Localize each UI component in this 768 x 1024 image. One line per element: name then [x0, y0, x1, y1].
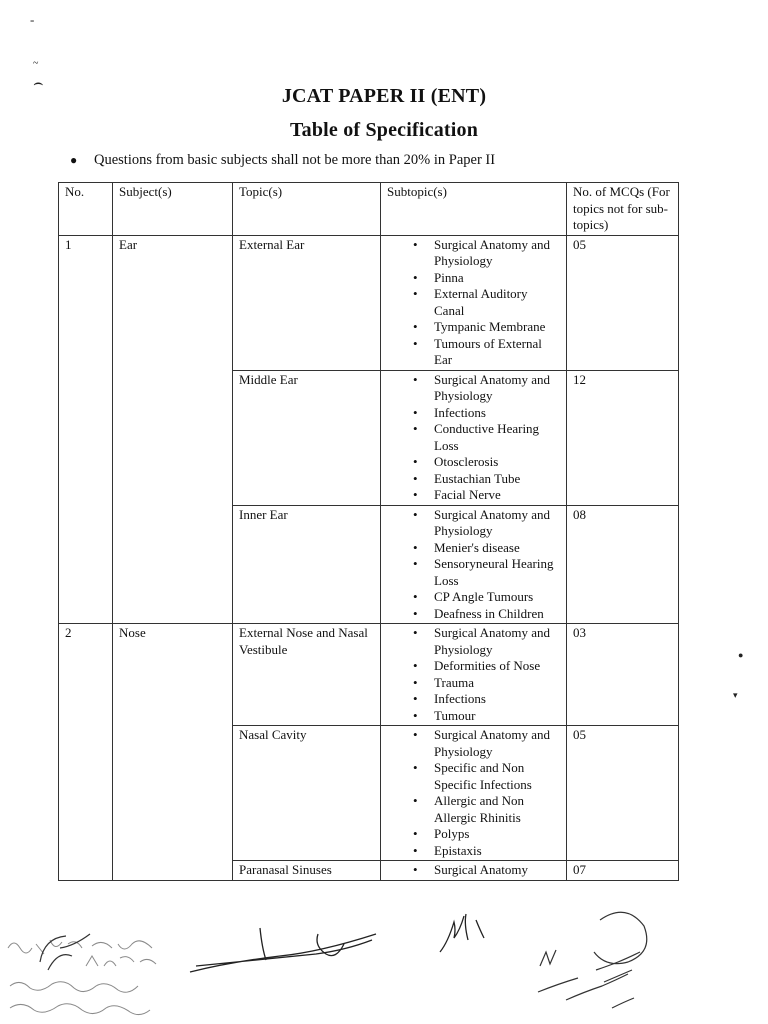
cell-topic: Middle Ear [233, 370, 381, 505]
bullet-icon: ● [70, 153, 78, 167]
scan-speck: ● [738, 650, 744, 660]
cell-subtopics [381, 505, 567, 624]
cell-topic: Paranasal Sinuses [233, 861, 381, 881]
cell-mcqs: 08 [567, 505, 679, 624]
subtopic-item: • External Auditory Canal [413, 286, 560, 319]
subtopic-item: • Allergic and Non Allergic Rhinitis [413, 793, 560, 826]
subtopic-item: • Otosclerosis [413, 454, 560, 471]
subtopic-item: • Pinna [413, 270, 560, 287]
cell-mcqs: 12 [567, 370, 679, 505]
table-row [59, 235, 679, 370]
cell-mcqs: 05 [567, 726, 679, 861]
scan-speck: ⌢ [33, 75, 44, 92]
subtopic-item: • Menier's disease [413, 540, 560, 557]
col-header-topic: Topic(s) [233, 183, 381, 236]
col-header-subject: Subject(s) [113, 183, 233, 236]
subtopic-item: • Surgical Anatomy and Physiology [413, 625, 560, 658]
stamp-right [538, 912, 647, 1008]
subtopic-item: • Surgical Anatomy and Physiology [413, 507, 560, 540]
table-header-row [59, 183, 679, 236]
subtopic-item: • Tumour [413, 708, 560, 725]
signature-center [190, 928, 376, 972]
note [70, 152, 495, 169]
signature-left [40, 934, 90, 970]
subtopic-item: • Trauma [413, 675, 560, 692]
subtopic-item: • Sensoryneural Hearing Loss [413, 556, 560, 589]
cell-topic: External Nose and Nasal Vestibule [233, 624, 381, 726]
subtopic-item: • Infections [413, 405, 560, 422]
subtopic-item: • Epistaxis [413, 843, 560, 860]
cell-topic: Inner Ear [233, 505, 381, 624]
signature-initials [440, 914, 484, 952]
signatures-area [0, 900, 768, 1024]
subtopic-item: • Conductive Hearing Loss [413, 421, 560, 454]
note-text: Questions from basic subjects shall not be more than 20% in Paper II [94, 152, 496, 168]
subtopic-item: • Specific and Non Specific Infections [413, 760, 560, 793]
col-header-subtopic: Subtopic(s) [381, 183, 567, 236]
cell-topic: External Ear [233, 235, 381, 370]
cell-subject: Ear [113, 235, 233, 624]
document-title: JCAT PAPER II (ENT) [281, 85, 487, 107]
scan-speck: - [30, 12, 35, 27]
cell-mcqs: 05 [567, 235, 679, 370]
cell-subject: Nose [113, 624, 233, 881]
col-header-mcqs: No. of MCQs (For topics not for sub-topics) [567, 183, 679, 236]
cell-subtopics [381, 624, 567, 726]
subtopic-item: • Tumours of External Ear [413, 336, 560, 369]
subtopic-item: • Surgical Anatomy [413, 862, 560, 879]
subtopic-item: • Surgical Anatomy and Physiology [413, 727, 560, 760]
cell-subtopics [381, 726, 567, 861]
cell-no: 1 [59, 235, 113, 624]
subtopic-item: • Polyps [413, 826, 560, 843]
cell-no: 2 [59, 624, 113, 881]
cell-mcqs: 07 [567, 861, 679, 881]
cell-subtopics [381, 235, 567, 370]
subtopic-item: • Surgical Anatomy and Physiology [413, 372, 560, 405]
scan-speck: ~ [33, 58, 39, 69]
subtopic-item: • Eustachian Tube [413, 471, 560, 488]
subtopic-item: • Infections [413, 691, 560, 708]
cell-subtopics [381, 370, 567, 505]
table-row [59, 624, 679, 726]
cell-subtopics [381, 861, 567, 881]
col-header-no: No. [59, 183, 113, 236]
subtopic-item: • Deformities of Nose [413, 658, 560, 675]
subtopic-item: • Facial Nerve [413, 487, 560, 504]
stamp-left [8, 940, 156, 1015]
subtopic-item: • Deafness in Children [413, 606, 560, 623]
document-subtitle: Table of Specification [289, 119, 479, 141]
scan-speck: ▾ [733, 690, 738, 700]
cell-topic: Nasal Cavity [233, 726, 381, 861]
specification-table [58, 182, 679, 881]
subtopic-item: • Tympanic Membrane [413, 319, 560, 336]
cell-mcqs: 03 [567, 624, 679, 726]
subtopic-item: • Surgical Anatomy and Physiology [413, 237, 560, 270]
subtopic-item: • CP Angle Tumours [413, 589, 560, 606]
